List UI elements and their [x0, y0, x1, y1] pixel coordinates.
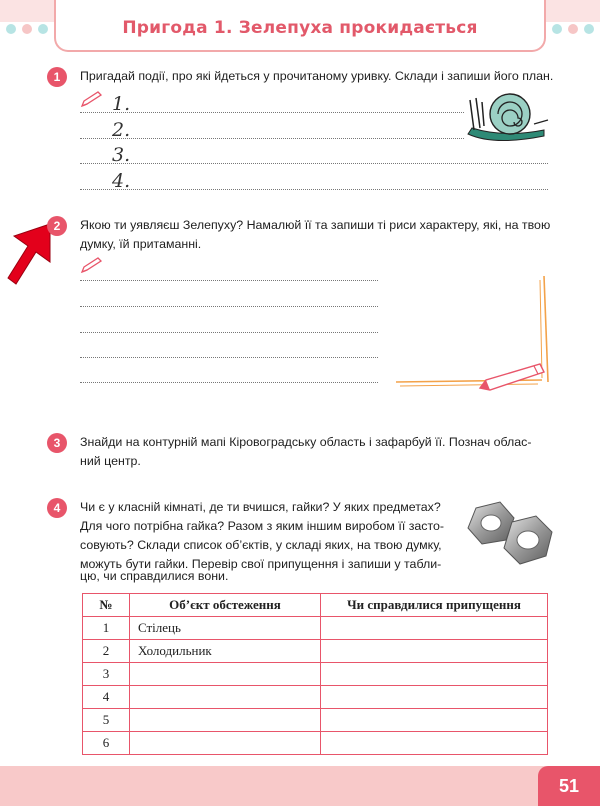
table-row — [83, 617, 548, 640]
snail-illustration — [464, 90, 550, 150]
table-row — [83, 663, 548, 686]
object-cell[interactable] — [130, 686, 321, 709]
object-cell[interactable] — [130, 732, 321, 755]
table-header-row — [83, 594, 548, 617]
page-title: Пригода 1. Зелепуха прокидається — [122, 18, 478, 38]
pencil-icon — [480, 364, 544, 390]
column-header-result: Чи справдилися припущення — [321, 594, 548, 617]
task-4-text-line5: цю, чи справдилися вони. — [80, 569, 229, 583]
table-row — [83, 640, 548, 663]
plan-number-1: 1. — [112, 93, 131, 115]
row-number: 4 — [83, 686, 130, 709]
object-cell[interactable]: Холодильник — [130, 640, 321, 663]
row-number: 5 — [83, 709, 130, 732]
task-3-text-line1: Знайди на контурній мапі Кіровоградську область і зафарбуй її. Познач облас- — [80, 435, 532, 449]
title-box — [54, 0, 546, 52]
result-cell[interactable] — [321, 709, 548, 732]
result-cell[interactable] — [321, 640, 548, 663]
row-number: 2 — [83, 640, 130, 663]
object-cell[interactable] — [130, 709, 321, 732]
task-4-text-line3: совують? Склади список об’єктів, у складі яких, на твою думку, — [80, 538, 442, 552]
task-4-badge: 4 — [47, 498, 67, 518]
pencil-icon — [80, 90, 104, 108]
table-row — [83, 732, 548, 755]
result-cell[interactable] — [321, 686, 548, 709]
row-number: 1 — [83, 617, 130, 640]
answer-line[interactable] — [80, 138, 464, 139]
result-cell[interactable] — [321, 617, 548, 640]
row-number: 3 — [83, 663, 130, 686]
answer-line[interactable] — [80, 280, 378, 281]
column-header-object: Об’єкт обстеження — [130, 594, 321, 617]
page-number: 51 — [538, 766, 600, 806]
observation-table — [82, 593, 548, 755]
nuts-illustration — [462, 498, 558, 570]
plan-number-2: 2. — [112, 119, 131, 141]
bottom-band — [0, 766, 600, 806]
plan-number-4: 4. — [112, 170, 131, 192]
task-3-badge: 3 — [47, 433, 67, 453]
drawing-frame[interactable] — [392, 272, 556, 392]
task-2-text-line2: думку, їй притаманні. — [80, 237, 202, 251]
row-number: 6 — [83, 732, 130, 755]
object-cell[interactable] — [130, 663, 321, 686]
task-4-text-line1: Чи є у класній кімнаті, де ти вчишся, гайки? У яких предметах? — [80, 500, 441, 514]
task-2-badge: 2 — [47, 216, 67, 236]
answer-line[interactable] — [80, 163, 548, 164]
answer-line[interactable] — [80, 306, 378, 307]
task-1-badge: 1 — [47, 67, 67, 87]
plan-number-3: 3. — [112, 144, 131, 166]
task-4-text-line4: можуть бути гайки. Перевір свої припущення і запиши у табли- — [80, 557, 442, 571]
result-cell[interactable] — [321, 732, 548, 755]
answer-line[interactable] — [80, 332, 378, 333]
answer-line[interactable] — [80, 189, 548, 190]
task-3-text-line2: ний центр. — [80, 454, 141, 468]
task-2-text-line1: Якою ти уявляєш Зелепуху? Намалюй її та запиши ті риси характеру, які, на твою — [80, 218, 551, 232]
task-4-text-line2: Для чого потрібна гайка? Разом з яким іншим виробом її засто- — [80, 519, 445, 533]
answer-line[interactable] — [80, 112, 464, 113]
table-row — [83, 686, 548, 709]
object-cell[interactable]: Стілець — [130, 617, 321, 640]
table-row — [83, 709, 548, 732]
task-1-text: Пригадай події, про які йдеться у прочитаному уривку. Склади і запиши його план. — [80, 69, 554, 83]
pencil-icon — [80, 256, 104, 274]
answer-line[interactable] — [80, 382, 378, 383]
result-cell[interactable] — [321, 663, 548, 686]
column-header-number: № — [83, 594, 130, 617]
answer-line[interactable] — [80, 357, 378, 358]
